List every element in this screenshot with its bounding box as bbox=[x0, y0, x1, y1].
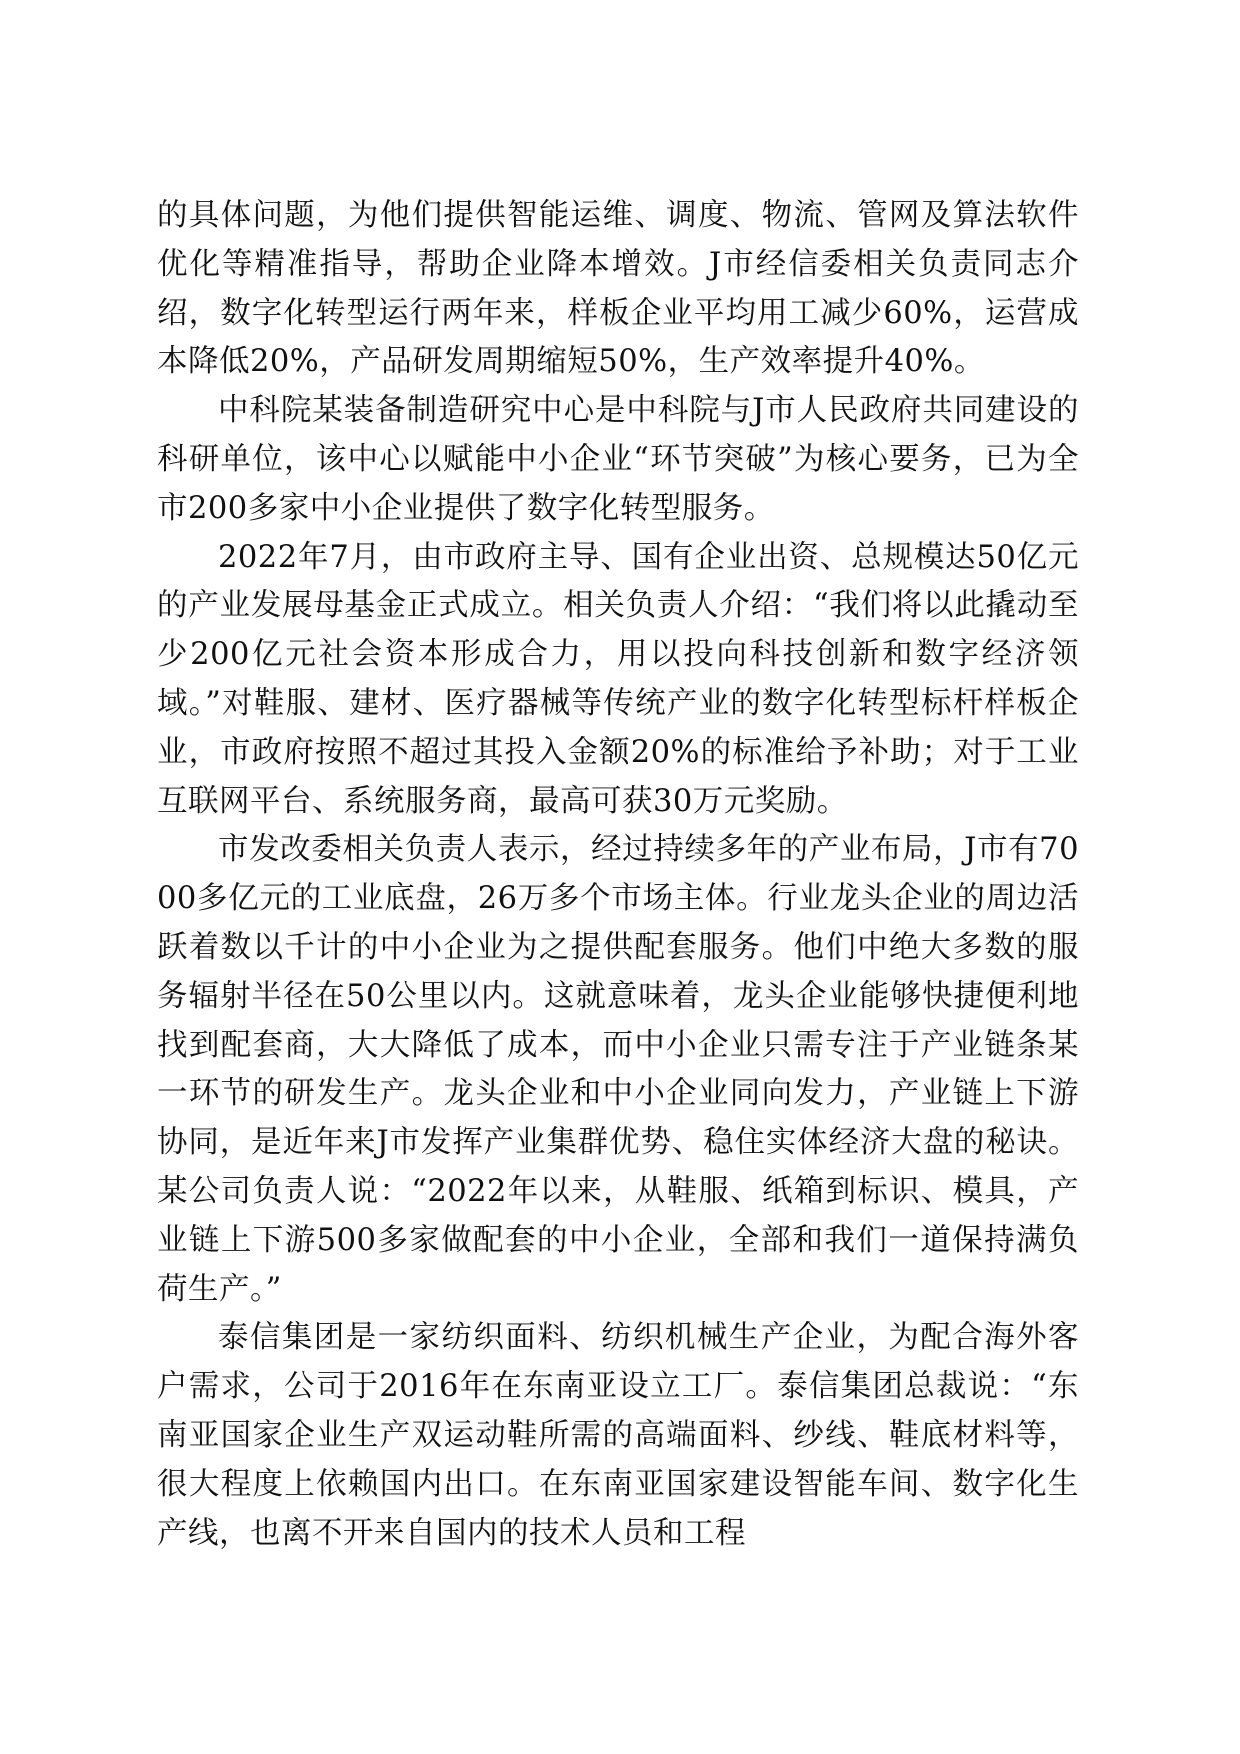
document-body bbox=[157, 192, 1079, 1558]
paragraph: 市发改委相关负责人表示，经过持续多年的产业布局，J市有7000多亿元的工业底盘，26万多个市场主体。行业龙头企业的周边活跃着数以千计的中小企业为之提供配套服务。他们中绝大多数的服务辐射半径在50公里以内。这就意味着，龙头企业能够快捷便利地找到配套商，大大降低了成本，而中小企业只需专注于产业链条某一环节的研发生产。龙头企业和中小企业同向发力，产业链上下游协同，是近年来J市发挥产业集群优势、稳住实体经济大盘的秘诀。某公司负责人说：“2022年以来，从鞋服、纸箱到标识、模具，产业链上下游500多家做配套的中小企业，全部和我们一道保持满负荷生产。” bbox=[157, 832, 1079, 1307]
paragraph: 2022年7月，由市政府主导、国有企业出资、总规模达50亿元的产业发展母基金正式成立。相关负责人介绍：“我们将以此撬动至少200亿元社会资本形成合力，用以投向科技创新和数字经济领域。”对鞋服、建材、医疗器械等传统产业的数字化转型标杆样板企业，市政府按照不超过其投入金额20%的标准给予补助；对于工业互联网平台、系统服务商，最高可获30万元奖励。 bbox=[157, 539, 1079, 819]
paragraph: 中科院某装备制造研究中心是中科院与J市人民政府共同建设的科研单位，该中心以赋能中小企业“环节突破”为核心要务，已为全市200多家中小企业提供了数字化转型服务。 bbox=[157, 393, 1079, 526]
paragraph: 的具体问题，为他们提供智能运维、调度、物流、管网及算法软件优化等精准指导，帮助企业降本增效。J市经信委相关负责同志介绍，数字化转型运行两年来，样板企业平均用工减少60%，运营成本降低20%，产品研发周期缩短50%，生产效率提升40%。 bbox=[157, 198, 1079, 380]
paragraph: 泰信集团是一家纺织面料、纺织机械生产企业，为配合海外客户需求，公司于2016年在东南亚设立工厂。泰信集团总裁说：“东南亚国家企业生产双运动鞋所需的高端面料、纱线、鞋底材料等，很大程度上依赖国内出口。在东南亚国家建设智能车间、数字化生产线，也离不开来自国内的技术人员和工程 bbox=[157, 1320, 1079, 1551]
